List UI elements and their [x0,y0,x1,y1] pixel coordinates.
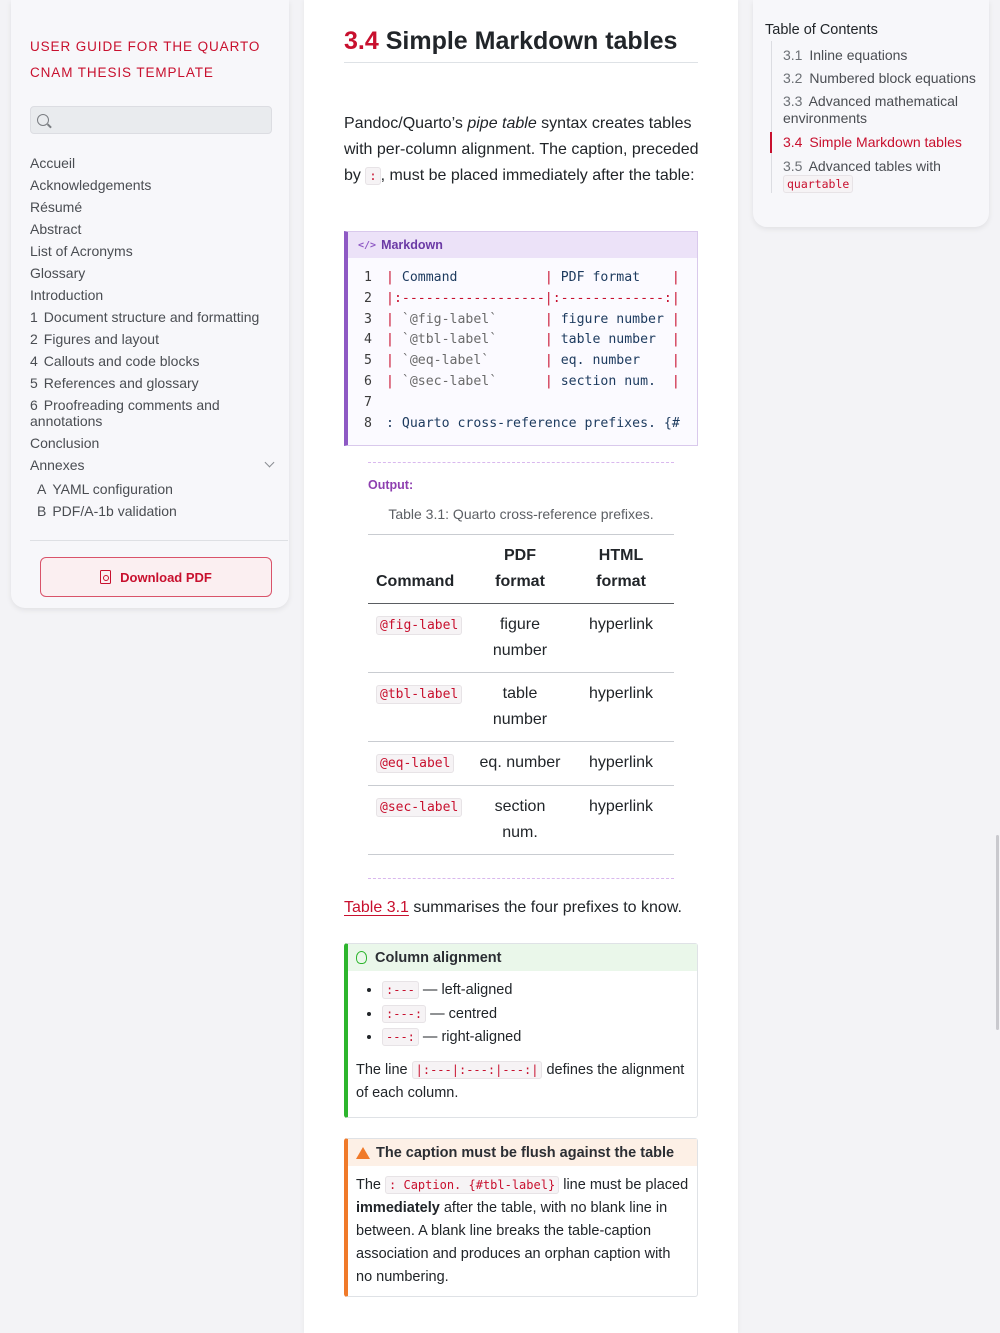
sidebar-item-annexes[interactable] [30,454,275,476]
output-divider-bottom [368,878,674,879]
code-block-header [348,232,697,258]
inline-code: quartable [783,175,853,193]
inline-code: @sec-label [376,798,462,817]
sidebar-item-chapter-5[interactable] [30,372,275,394]
inline-code: : Caption. {#tbl-label} [385,1176,559,1194]
page-title [344,26,698,63]
inline-code: @tbl-label [376,685,462,704]
table-cell-command [368,742,472,786]
table-row [368,673,674,742]
inline-code: @fig-label [376,616,462,635]
sidebar-item-label: Document structure and formatting [43,309,260,325]
prefix-table [368,534,674,855]
intro-paragraph [344,111,700,189]
toc-item-number: 3.3 [783,93,803,109]
sidebar-item-accueil[interactable] [30,152,275,174]
code-line [348,310,697,331]
sidebar-item-label: Proofreading comments and annotations [30,397,220,429]
table-cell-pdf: figure number [472,604,568,673]
table-cell-html: hyperlink [568,673,674,742]
toc-item-advanced-math[interactable] [772,93,981,127]
toc-item-label: Inline equations [809,47,908,63]
sidebar-item-label: List of Acronyms [30,243,133,259]
scrollbar-thumb[interactable] [996,835,999,1030]
code-line-text: | `@sec-label` | section num. | [386,373,680,389]
table-cell-pdf: eq. number [472,742,568,786]
line-number: 1 [364,270,372,285]
inline-code: ---: [382,1028,419,1046]
sidebar-item-label: PDF/A-1b validation [52,503,177,519]
article [304,0,738,1333]
code-line [348,372,697,393]
sidebar-item-label: Figures and layout [43,331,159,347]
code-line-text: |:------------------|:-------------:| [386,290,680,306]
output-divider-top [368,462,674,463]
toc-item-inline-equations[interactable] [772,47,981,64]
intro-text: , must be placed immediately after the table: [380,167,695,184]
sidebar-item-introduction[interactable] [30,284,275,306]
line-number: 5 [364,353,372,369]
tip-callout-title: Column alignment [375,949,502,966]
sidebar-item-glossary[interactable] [30,262,275,284]
table-cell-command [368,604,472,673]
alignment-list [356,979,689,1050]
table-cross-reference-link[interactable]: Table 3.1 [344,899,409,916]
download-pdf-label: Download PDF [120,569,212,585]
inline-code: :---: [382,1005,426,1023]
tip-paragraph [356,1059,689,1105]
toc-item-advanced-tables[interactable] [772,158,981,193]
list-item-text: — centred [426,1005,498,1022]
intro-emphasis: pipe table [467,115,537,132]
list-item-text: — left-aligned [418,982,513,998]
warning-callout-title: The caption must be flush against the table [376,1144,675,1161]
inline-code: :--- [382,981,419,999]
table-header: PDF format [472,535,568,604]
sidebar-nav [30,152,275,522]
table-header-row [368,535,674,604]
line-number: 2 [364,290,372,306]
tip-callout-header [348,944,697,971]
search-icon[interactable] [37,114,49,126]
output-label: Output: [368,478,414,492]
code-icon: </> [358,239,377,251]
sidebar-item-acronyms[interactable] [30,240,275,262]
sidebar-item-resume[interactable] [30,196,275,218]
code-line [348,393,697,414]
sidebar-item-annex-a[interactable] [30,478,275,500]
warning-emphasis: immediately [356,1200,440,1216]
sidebar-item-number: 4 [30,353,38,369]
toc-item-label: Numbered block equations [809,70,976,86]
sidebar-item-abstract[interactable] [30,218,275,240]
line-number: 8 [364,415,372,431]
sidebar-item-chapter-2[interactable] [30,328,275,350]
toc-list [771,41,981,193]
toc-item-label: Advanced tables with [808,158,941,174]
sidebar-item-label: Conclusion [30,435,100,451]
code-line [348,330,697,351]
code-line [348,289,697,310]
pdf-icon [100,570,111,584]
sidebar-item-chapter-4[interactable] [30,350,275,372]
section-number: 3.4 [344,27,379,55]
table-header: HTML format [568,535,674,604]
tip-callout [344,943,698,1118]
section-title: Simple Markdown tables [385,27,678,55]
sidebar-item-conclusion[interactable] [30,432,275,454]
lightbulb-icon [356,951,367,964]
toc-item-number: 3.2 [783,70,803,86]
warning-paragraph [356,1174,689,1289]
inline-code: @eq-label [376,754,454,773]
table-row [368,742,674,786]
sidebar-title[interactable]: USER GUIDE FOR THE QUARTO CNAM THESIS TEMPLATE [30,39,261,80]
code-line [348,351,697,372]
table-cell-pdf: section num. [472,786,568,855]
sidebar-item-label: References and glossary [43,375,199,391]
list-item [382,1026,689,1050]
tip-callout-body [348,971,697,1105]
inline-code: : [365,167,380,185]
code-line-text: | `@fig-label` | figure number | [386,311,680,327]
sidebar-item-label: Annexes [30,457,85,473]
table-caption: Table 3.1: Quarto cross-reference prefixes. [388,506,654,522]
toc-item-number: 3.4 [783,134,803,150]
code-line-text: | `@tbl-label` | table number | [386,332,680,348]
sidebar-item-number: A [37,481,47,497]
warning-icon [356,1147,370,1159]
sidebar [11,0,289,608]
intro-text: syntax creates tables with per-column alignment. The caption, preceded by [344,115,699,184]
table-cell-html: hyperlink [568,604,674,673]
summary-text: summarises the four prefixes to know. [408,899,682,916]
sidebar-item-annex-b[interactable] [30,500,275,522]
sidebar-item-label: Accueil [30,155,76,171]
code-line [348,268,697,289]
list-item [382,979,689,1003]
code-block-label: Markdown [381,238,443,252]
toc-title: Table of Contents [765,22,878,38]
chevron-down-icon[interactable] [265,458,275,468]
code-block [344,231,698,446]
line-number: 6 [364,373,372,389]
code-body [348,258,697,434]
table-cell-html: hyperlink [568,786,674,855]
summary-paragraph [344,899,682,917]
inline-code: |:---|:---:|---:| [412,1061,543,1079]
toc-item-numbered-block-equations[interactable] [772,70,981,87]
toc-item-label: Advanced mathematical environments [783,93,959,126]
sidebar-item-number: 1 [30,309,38,325]
line-number: 7 [364,394,372,410]
sidebar-item-label: Résumé [30,199,83,215]
line-number: 4 [364,332,372,348]
code-line-text: | `@eq-label` | eq. number | [386,353,680,369]
toc-item-simple-markdown-tables[interactable] [772,134,981,151]
sidebar-item-label: Glossary [30,265,86,281]
table-cell-pdf: table number [472,673,568,742]
line-number: 3 [364,311,372,327]
table-of-contents [753,0,989,227]
tip-text: The line [356,1061,412,1078]
table-row [368,786,674,855]
table-cell-command [368,673,472,742]
sidebar-divider [30,540,288,541]
warning-text: after the table, with no blank line in between. A blank line breaks the table-caption association and produces an orphan caption with no numbering. [356,1200,671,1285]
table-header: Command [368,535,472,604]
intro-text: Pandoc/Quarto’s [344,115,468,132]
sidebar-item-number: B [37,503,47,519]
warning-callout-body [348,1166,697,1289]
code-line-text: | Command | PDF format | [386,270,680,285]
list-item-text: — right-aligned [418,1029,522,1045]
warning-callout [344,1138,698,1297]
sidebar-item-acknowledgements[interactable] [30,174,275,196]
sidebar-item-number: 5 [30,375,38,391]
toc-item-number: 3.5 [783,158,803,174]
sidebar-item-label: Acknowledgements [30,177,152,193]
warning-text: The [356,1177,386,1193]
tip-text: defines the alignment of each column. [356,1061,685,1101]
toc-item-label: Simple Markdown tables [809,134,962,150]
warning-text: line must be placed [559,1177,689,1193]
table-row [368,604,674,673]
search-input[interactable] [30,106,272,134]
code-line [348,414,697,435]
sidebar-item-number: 2 [30,331,38,347]
toc-item-number: 3.1 [783,47,803,63]
warning-callout-header [348,1139,697,1166]
table-cell-html: hyperlink [568,742,674,786]
sidebar-item-chapter-1[interactable] [30,306,275,328]
sidebar-item-number: 6 [30,397,38,413]
list-item [382,1003,689,1027]
sidebar-item-label: Introduction [30,287,104,303]
sidebar-item-chapter-6[interactable] [30,394,275,432]
code-line-text: : Quarto cross-reference prefixes. {# [386,415,680,431]
sidebar-item-label: Callouts and code blocks [43,353,200,369]
sidebar-item-label: YAML configuration [52,481,173,497]
table-cell-command [368,786,472,855]
download-pdf-button[interactable] [40,557,272,597]
sidebar-item-label: Abstract [30,221,82,237]
